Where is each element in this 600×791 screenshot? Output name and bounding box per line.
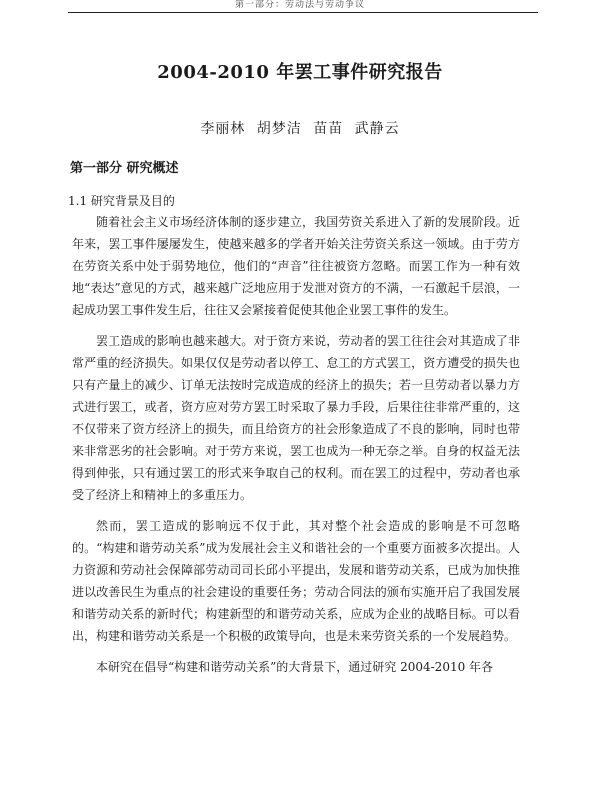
author-name: 武静云 xyxy=(354,121,400,137)
author-name: 苗苗 xyxy=(313,121,344,137)
paragraph: 然而，罢工造成的影响远不仅于此，其对整个社会造成的影响是不可忽略的。“构建和谐劳动关系”成为发展社会主义和谐社会的一个重要方面被多次提出。人力资源和劳动社会保障部劳动司司长邱小平提出，发展和谐劳动关系，已成为加快推进以改善民生为重点的社会建设的重要任务；劳动合同法的颁布实施开启了我国发展和谐劳动关系的新时代；构建新型的和谐劳动关系，应成为企业的战略目标。可以看出，构建和谐劳动关系是一个积极的政策导向，也是未来劳资关系的一个发展趋势。 xyxy=(72,519,520,643)
paper-title: 2004-2010 年罢工事件研究报告 xyxy=(157,62,443,83)
section-heading: 第一部分 研究概述 xyxy=(70,161,179,176)
subsection-heading: 1.1 研究背景及目的 xyxy=(68,194,175,208)
header-rule xyxy=(68,12,538,13)
paragraph: 本研究在倡导“构建和谐劳动关系”的大背景下，通过研究 2004-2010 年各 xyxy=(96,660,494,674)
author-name: 李丽林 xyxy=(200,121,246,137)
paragraph: 罢工造成的影响也越来越大。对于资方来说，劳动者的罢工往往会对其造成了非常严重的经济损失。如果仅仅是劳动者以停工、怠工的方式罢工，资方遭受的损失也只有产量上的减少、订单无法按时完成造成的经济上的损失；若一旦劳动者以暴力方式进行罢工，或者，资方应对劳方罢工时采取了暴力手段，后果往往非常严重的，这不仅带来了资方经济上的损失，而且给资方的社会形象造成了不良的影响，同时也带来非常恶劣的社会影响。对于劳方来说，罢工也成为一种无奈之举。自身的权益无法得到伸张，只有通过罢工的形式来争取自己的权利。而在罢工的过程中，劳动者也承受了经济上和精神上的多重压力。 xyxy=(72,334,520,502)
running-header: 第一部分：劳动法与劳动争议 xyxy=(234,0,365,10)
body-text xyxy=(72,211,520,678)
author-list xyxy=(0,118,600,138)
author-name: 胡梦洁 xyxy=(256,121,302,137)
paragraph: 随着社会主义市场经济体制的逐步建立，我国劳资关系进入了新的发展阶段。近年来，罢工事件屡屡发生，使越来越多的学者开始关注劳资关系这一领域。由于劳方在劳资关系中处于弱势地位，他们的“声音”往往被资方忽略。而罢工作为一种有效地“表达”意见的方式，越来越广泛地应用于发泄对资方的不满，一石激起千层浪，一起成功罢工事件发生后，往往又会紧接着促使其他企业罢工事件的发生。 xyxy=(72,215,520,317)
